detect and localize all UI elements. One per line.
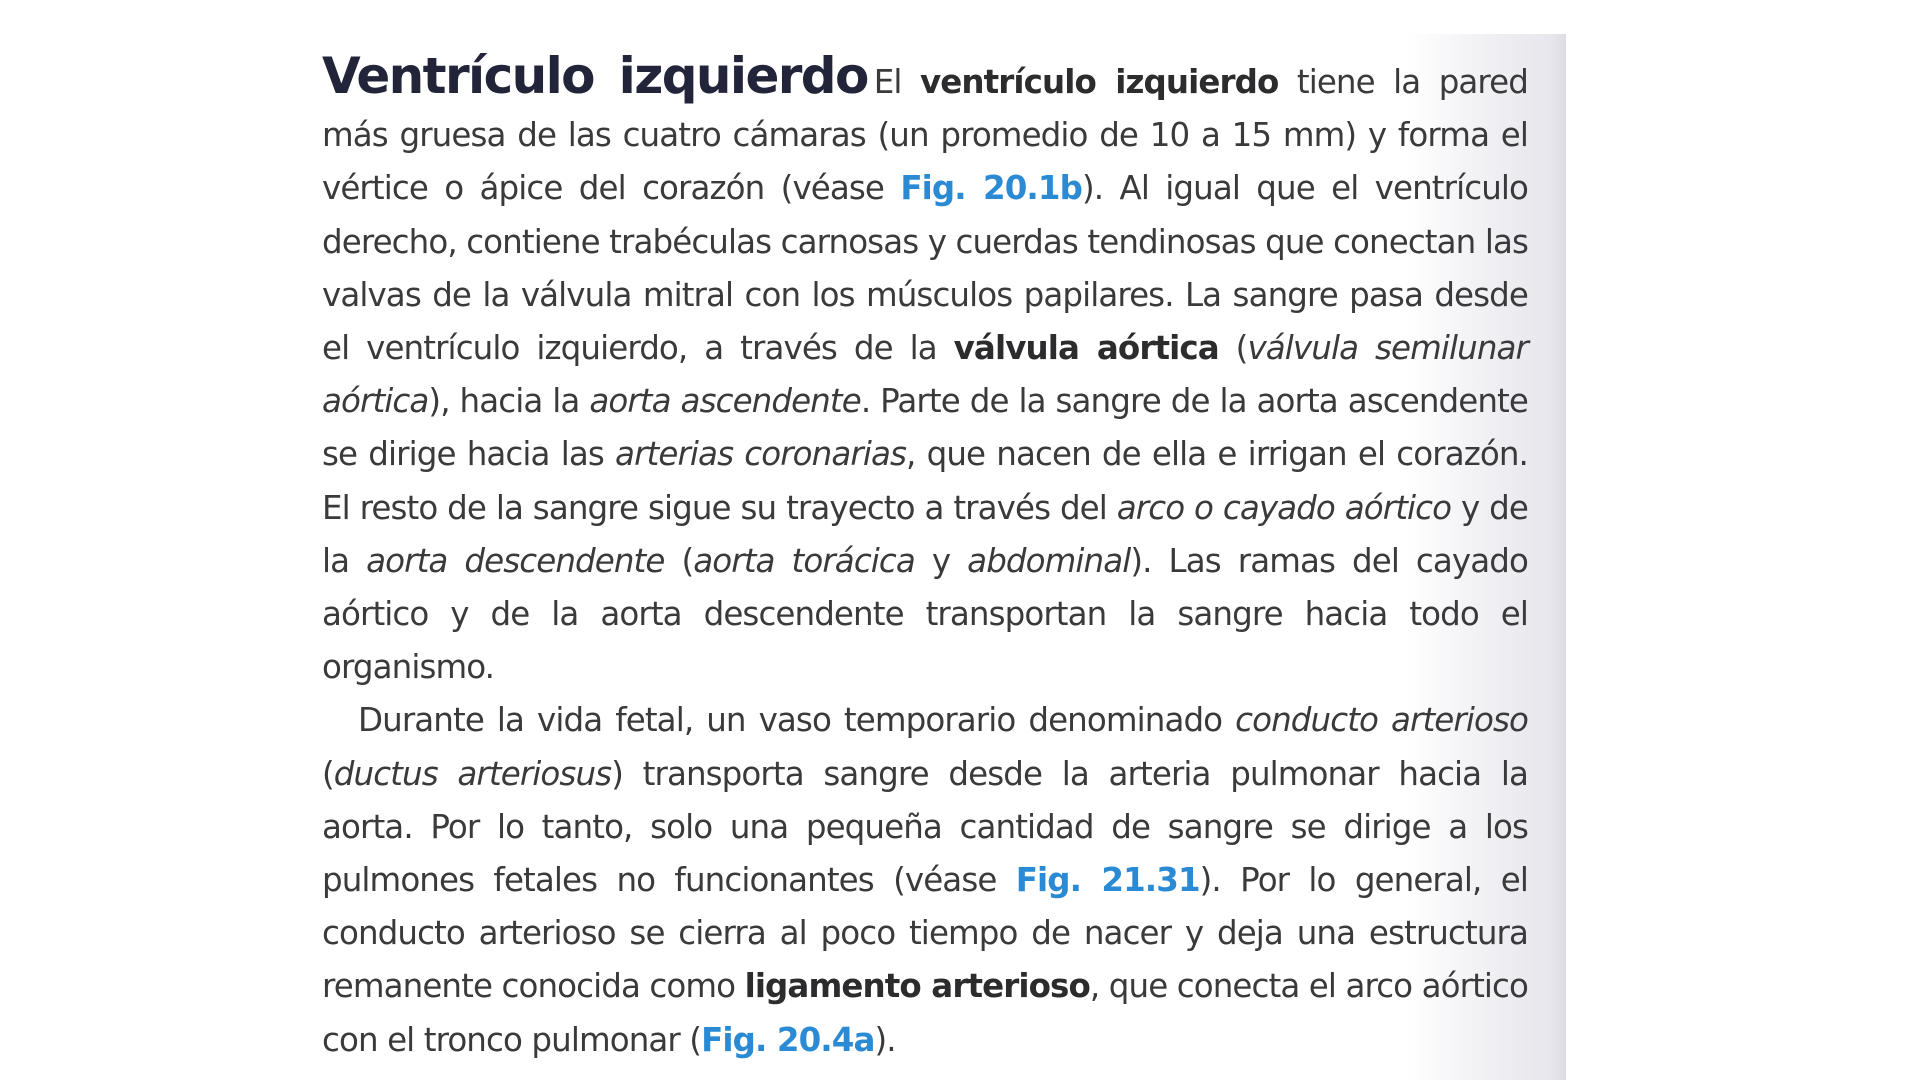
text-block [322,47,1529,1067]
text-run: , que conecta el arco aórtico con el tronco pulmonar ( [322,967,1529,1059]
italic-term: arco o cayado aórtico [1116,488,1452,527]
text-run: ) transporta sangre desde la arteria pulmonar hacia la aorta. Por lo tanto, solo una pequeña cantidad de sangre se dirige a los pulmones fetales no funcionantes (véase [322,754,1529,900]
text-run: ( [322,754,334,793]
bold-term-ligamento-arterioso: ligamento arterioso [744,967,1090,1006]
italic-term: aorta ascendente [589,382,861,421]
figure-link-20-1b[interactable]: Fig. 20.1b [900,169,1082,208]
text-run: . Parte de la sangre de la aorta ascendente se dirige hacia las [322,382,1528,474]
text-run: tiene la pared más gruesa de las cuatro cámaras (un promedio de 10 a 15 mm) y forma el vértice o ápice del corazón (véase [322,63,1529,208]
figure-link-20-4a[interactable]: Fig. 20.4a [701,1020,875,1059]
text-run: ( [664,541,694,580]
section-heading: Ventrículo izquierdo [322,47,868,105]
figure-link-21-31[interactable]: Fig. 21.31 [1015,861,1200,900]
text-run: ). Al igual que el ventrículo derecho, contiene trabéculas carnosas y cuerdas tendinosas que conectan las valvas de la válvula mitral con los músculos papilares. La sangre pasa desde el ventrículo izquierdo, a través de la [322,169,1529,368]
text-run: Durante la vida fetal, un vaso temporario denominado [358,701,1236,740]
italic-term: válvula semilunar aórtica [322,329,1529,421]
bold-term-ventriculo-izquierdo: ventrículo izquierdo [919,63,1279,101]
italic-term: aorta descendente [366,541,665,580]
text-run: , que nacen de ella e irrigan el corazón. El resto de la sangre sigue su trayecto a través del [322,435,1528,527]
text-run: ). Las ramas del cayado aórtico y de la aorta descendente transportan la sangre hacia todo el organismo. [322,541,1528,687]
paragraph-fetal-life [322,694,1528,1066]
text-run: ( [1218,329,1248,368]
italic-term: ductus arteriosus [333,754,612,793]
text-run: y de la [322,488,1528,580]
paragraph-left-ventricle [322,47,1529,694]
book-page [230,34,1566,1080]
text-run: ). [874,1020,896,1059]
italic-term: conducto arterioso [1235,701,1528,740]
italic-term: aorta torácica [693,541,915,580]
text-run: El [873,63,920,101]
text-run: y [914,541,968,580]
italic-term: abdominal [967,541,1131,580]
italic-term: arterias coronarias [615,435,907,474]
text-run: ), hacia la [428,382,590,421]
bold-term-valvula-aortica: válvula aórtica [953,329,1219,368]
text-run: ). Por lo general, el conducto arterioso se cierra al poco tiempo de nacer y deja una estructura remanente conocida como [322,861,1528,1006]
